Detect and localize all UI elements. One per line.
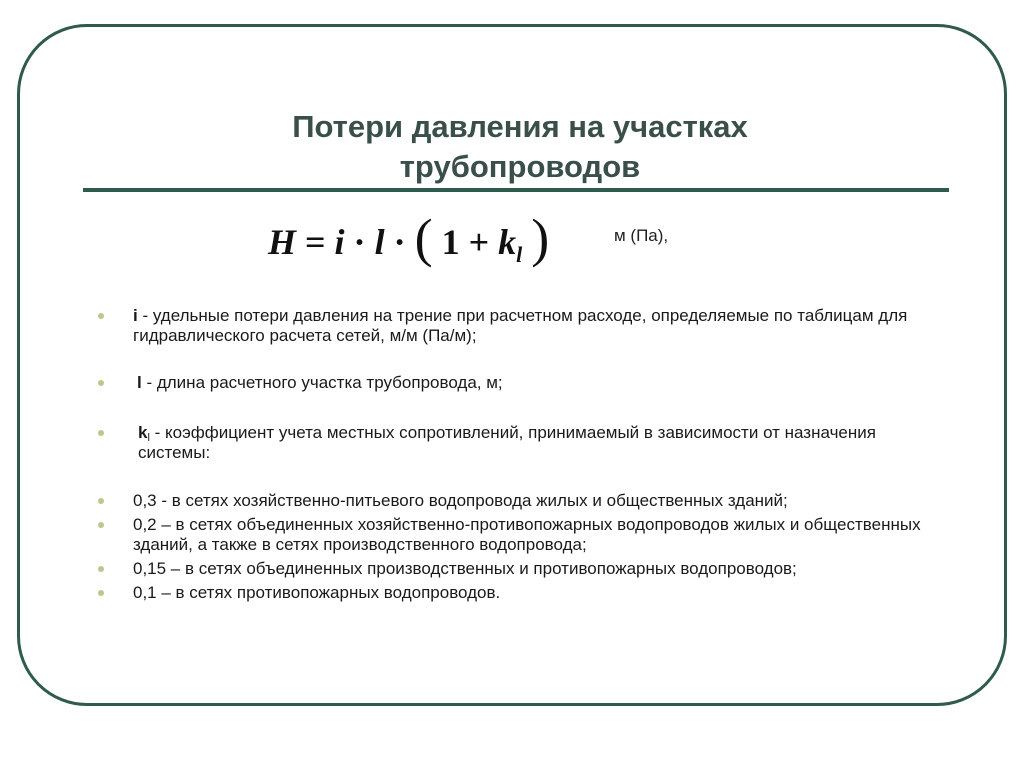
bullet-dot (98, 380, 104, 386)
bullet-dot (98, 590, 104, 596)
formula-equals: = (305, 222, 326, 262)
definition-symbol: i (133, 306, 138, 325)
bullet-dot (98, 566, 104, 572)
formula-dot-1: · (353, 222, 366, 262)
formula-lhs: H (268, 222, 297, 262)
formula-close-paren: ) (531, 208, 550, 268)
formula-open-paren: ( (414, 208, 433, 268)
formula-one: 1 (441, 222, 460, 262)
title-line-2: трубопроводов (399, 149, 641, 184)
definition-i (133, 306, 933, 346)
definition-symbol: l (137, 373, 142, 392)
definition-k (138, 423, 938, 463)
formula-dot-2: · (393, 222, 406, 262)
definition-l (137, 373, 937, 393)
formula-k-subscript: l (516, 242, 523, 267)
bullet-dot (98, 522, 104, 528)
definition-symbol: k (138, 423, 148, 442)
coefficient-text: 0,15 – в сетях объединенных производственных и противопожарных водопроводов; (133, 559, 797, 578)
formula-l: l (374, 222, 385, 262)
definition-text: - длина расчетного участка трубопровода, м; (141, 373, 503, 392)
bullet-dot (98, 313, 104, 319)
coefficient-text: 0,3 - в сетях хозяйственно-питьевого водопровода жилых и общественных зданий; (133, 491, 788, 510)
coefficient-text: 0,2 – в сетях объединенных хозяйственно-противопожарных водопроводов жилых и общественных зданий, а также в сетях производственного водопровода; (133, 515, 921, 554)
pressure-loss-formula (268, 206, 549, 266)
definition-text: - коэффициент учета местных сопротивлений, принимаемый в зависимости от назначения системы: (138, 423, 876, 462)
formula-k: k (498, 222, 517, 262)
title-divider (83, 188, 949, 192)
coefficient-text: 0,1 – в сетях противопожарных водопроводов. (133, 583, 501, 602)
bullet-dot (98, 498, 104, 504)
definition-text: - удельные потери давления на трение при расчетном расходе, определяемые по таблицам для гидравлического расчета сетей, м/м (Па/м); (133, 306, 908, 345)
slide-title (150, 107, 890, 187)
title-line-1: Потери давления на участках (292, 109, 748, 144)
definition-symbol-subscript: l (147, 432, 150, 444)
formula-i: i (334, 222, 345, 262)
formula-unit: м (Па), (614, 226, 669, 245)
bullet-dot (98, 430, 104, 436)
formula-plus: + (468, 222, 490, 262)
